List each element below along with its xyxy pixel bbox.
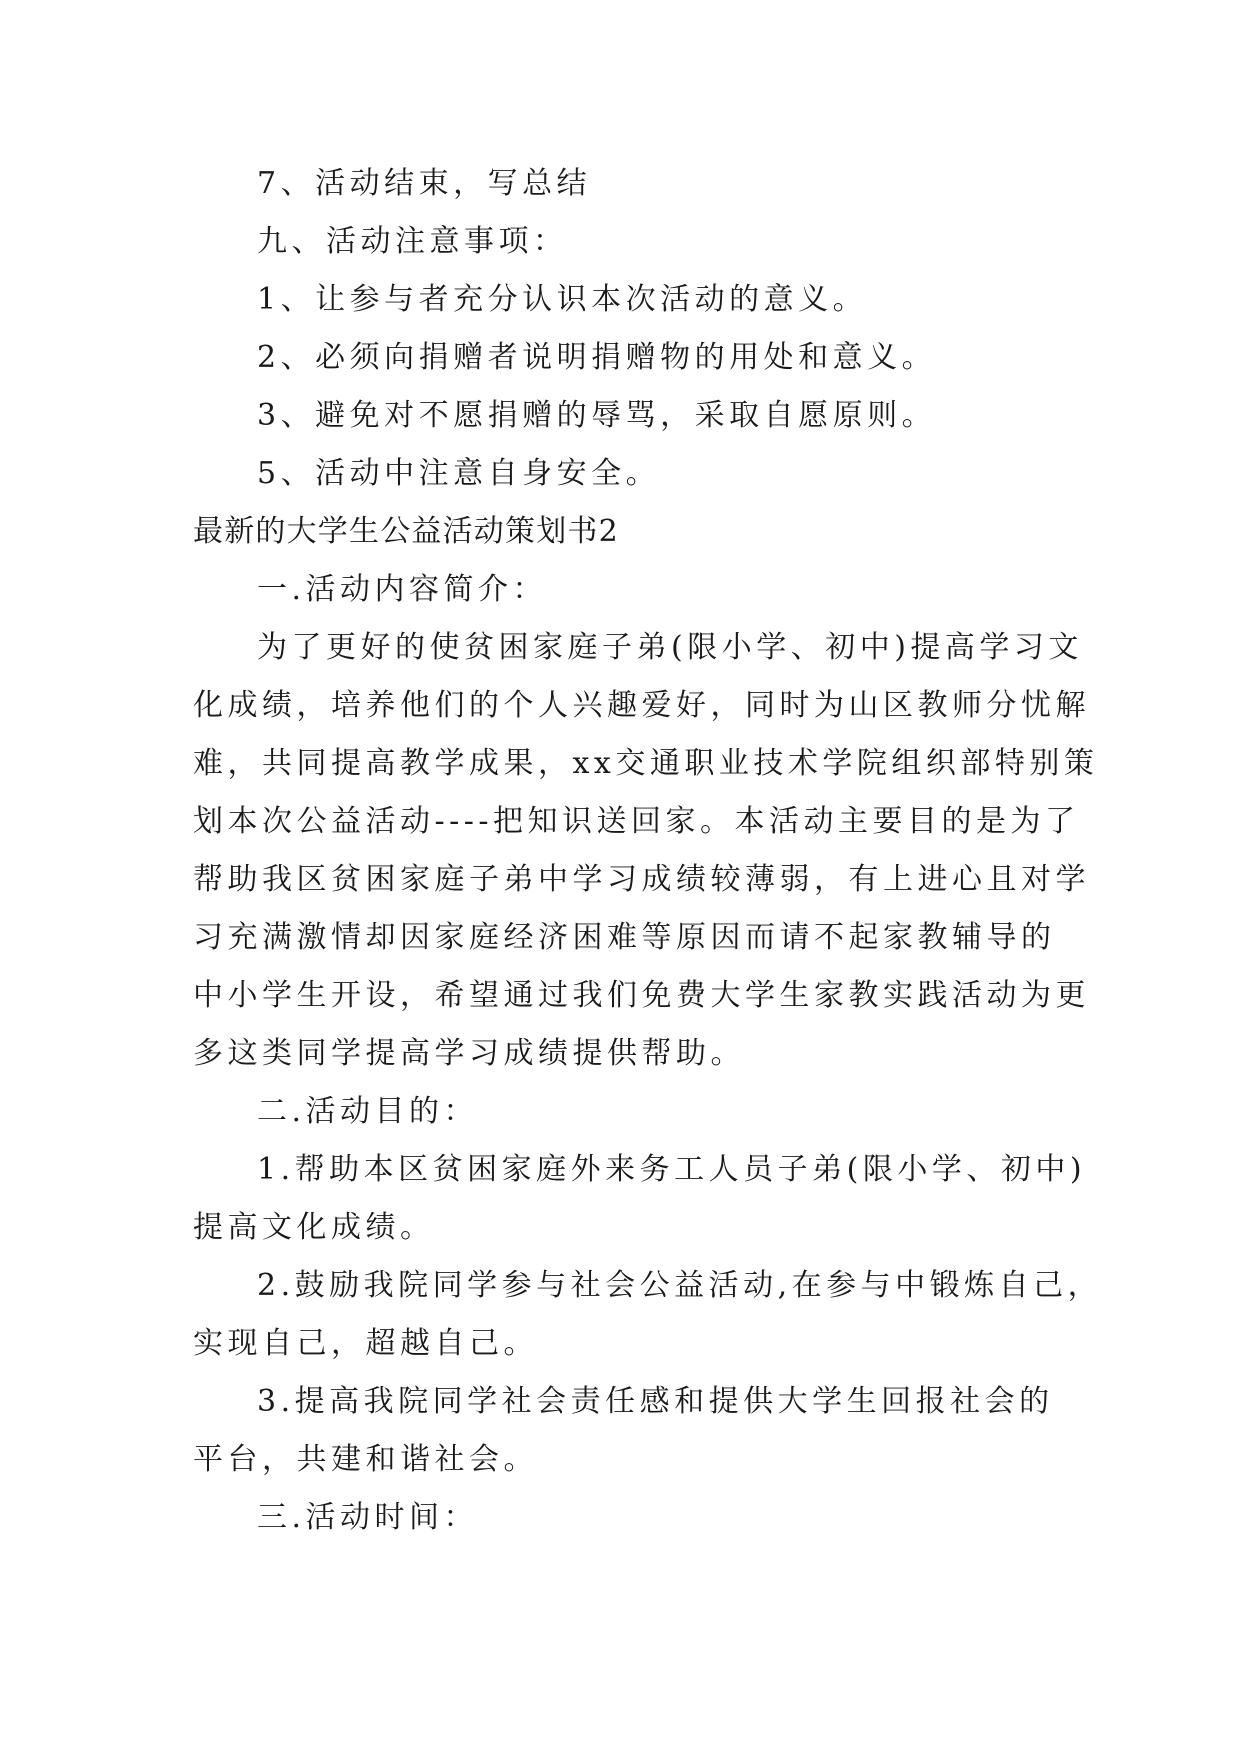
section-heading: 三.活动时间： xyxy=(257,1500,479,1535)
paragraph-line: 习充满激情却因家庭经济困难等原因而请不起家教辅导的 xyxy=(193,920,1056,955)
document-body xyxy=(193,155,1103,1547)
list-item: 2、必须向捐赠者说明捐赠物的用处和意义。 xyxy=(257,340,937,375)
document-title: 最新的大学生公益活动策划书2 xyxy=(193,514,619,549)
paragraph-line: 帮助我区贫困家庭子弟中学习成绩较薄弱，有上进心且对学 xyxy=(193,862,1090,897)
paragraph-line: 多这类同学提高学习成绩提供帮助。 xyxy=(193,1036,745,1071)
paragraph-line: 划本次公益活动----把知识送回家。本活动主要目的是为了 xyxy=(193,804,1080,839)
paragraph-line: 实现自己，超越自己。 xyxy=(193,1326,538,1361)
goal-item xyxy=(193,1141,1087,1257)
list-item: 7、活动结束，写总结 xyxy=(257,166,592,201)
section-heading: 一.活动内容简介： xyxy=(257,572,548,607)
goal-item xyxy=(193,1373,1059,1489)
goal-item xyxy=(193,1257,1103,1373)
paragraph-line: 3.提高我院同学社会责任感和提供大学生回报社会的 xyxy=(257,1384,1054,1419)
paragraph-line: 1.帮助本区贫困家庭外来务工人员子弟(限小学、初中) xyxy=(257,1152,1087,1187)
paragraph-line: 2.鼓励我院同学参与社会公益活动,在参与中锻炼自己， xyxy=(257,1268,1103,1303)
section-heading: 二.活动目的： xyxy=(257,1094,479,1129)
section-heading: 九、活动注意事项： xyxy=(257,224,568,259)
paragraph-line: 化成绩，培养他们的个人兴趣爱好，同时为山区教师分忧解 xyxy=(193,688,1090,723)
paragraph-line: 中小学生开设，希望通过我们免费大学生家教实践活动为更 xyxy=(193,978,1090,1013)
paragraph-line: 为了更好的使贫困家庭子弟(限小学、初中)提高学习文 xyxy=(257,630,1083,665)
paragraph-line: 难，共同提高教学成果，xx交通职业技术学院组织部特别策 xyxy=(193,746,1099,781)
list-item: 5、活动中注意自身安全。 xyxy=(257,456,661,491)
paragraph-line: 提高文化成绩。 xyxy=(193,1210,435,1245)
list-item: 3、避免对不愿捐赠的辱骂，采取自愿原则。 xyxy=(257,398,937,433)
intro-paragraph xyxy=(193,619,1099,1083)
paragraph-line: 平台，共建和谐社会。 xyxy=(193,1442,538,1477)
list-item: 1、让参与者充分认识本次活动的意义。 xyxy=(257,282,868,317)
